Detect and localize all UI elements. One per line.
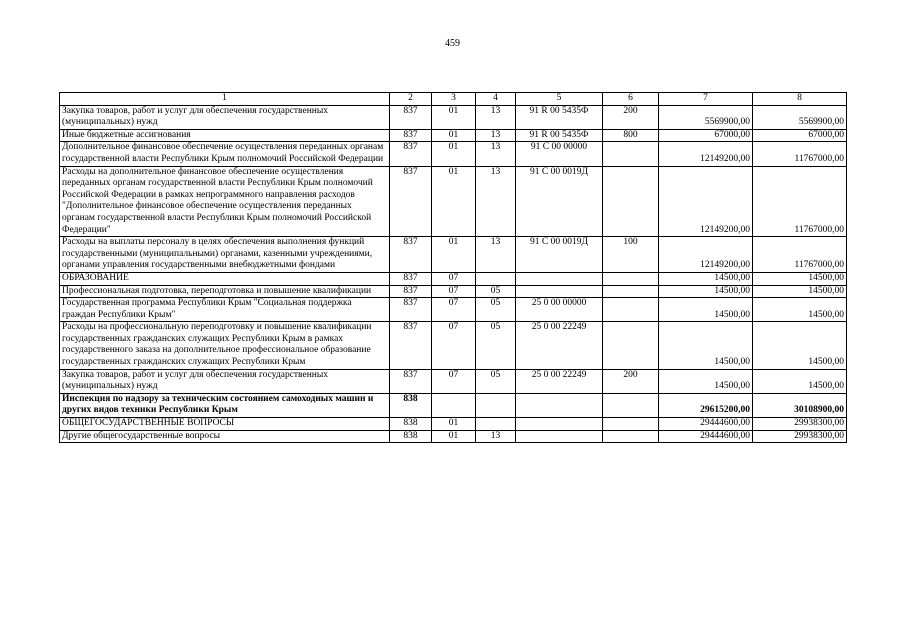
row-target-article [516,272,603,285]
row-expense-type [603,322,659,369]
table-row [60,285,847,298]
row-target-article: 91 R 00 5435Ф [516,105,603,129]
row-target-article [516,430,603,443]
row-name: Инспекция по надзору за техническим состоянием самоходных машин и других видов техники Республики Крым [60,393,390,417]
row-name: Расходы на дополнительное финансовое обеспечение осуществления переданных органам государственной власти Республики Крым полномочий Российской Федерации в рамках непрограммного направления расходов "Дополнительное финансовое обеспечение осуществления переданных органам государственной власти Республики Крым полномочий Российской Федерации" [60,166,390,237]
row-name: Другие общегосударственные вопросы [60,430,390,443]
table-row [60,430,847,443]
row-amount-1: 14500,00 [659,272,753,285]
row-subsection: 13 [476,430,516,443]
row-code-main: 837 [390,166,432,237]
row-section [432,393,476,417]
row-subsection: 13 [476,142,516,166]
row-amount-1: 14500,00 [659,298,753,322]
row-name: Закупка товаров, работ и услуг для обеспечения государственных (муниципальных) нужд [60,105,390,129]
row-subsection: 13 [476,105,516,129]
row-amount-2: 29938300,00 [753,418,847,431]
row-section: 07 [432,285,476,298]
row-code-main: 837 [390,129,432,142]
row-section: 01 [432,166,476,237]
row-section: 07 [432,322,476,369]
row-expense-type [603,430,659,443]
row-target-article [516,418,603,431]
row-section: 01 [432,418,476,431]
row-name: Дополнительное финансовое обеспечение осуществления переданных органам государственной власти Республики Крым полномочий Российской Федерации [60,142,390,166]
table-row [60,142,847,166]
row-subsection: 13 [476,166,516,237]
row-subsection: 13 [476,237,516,273]
row-expense-type [603,142,659,166]
header-cell: 7 [659,93,753,106]
row-code-main: 838 [390,393,432,417]
row-amount-1: 67000,00 [659,129,753,142]
row-expense-type: 800 [603,129,659,142]
row-section: 01 [432,129,476,142]
table-row [60,237,847,273]
row-expense-type: 200 [603,105,659,129]
row-amount-1: 5569900,00 [659,105,753,129]
row-subsection [476,418,516,431]
row-amount-2: 14500,00 [753,285,847,298]
row-target-article: 25 0 00 22249 [516,322,603,369]
header-cell: 6 [603,93,659,106]
row-amount-1: 14500,00 [659,322,753,369]
row-expense-type [603,166,659,237]
row-amount-2: 67000,00 [753,129,847,142]
row-code-main: 837 [390,369,432,393]
row-expense-type [603,272,659,285]
header-cell: 8 [753,93,847,106]
row-code-main: 837 [390,285,432,298]
row-amount-1: 12149200,00 [659,142,753,166]
row-amount-1: 12149200,00 [659,237,753,273]
row-code-main: 837 [390,272,432,285]
row-target-article: 91 С 00 00000 [516,142,603,166]
row-amount-2: 5569900,00 [753,105,847,129]
row-name: Закупка товаров, работ и услуг для обеспечения государственных (муниципальных) нужд [60,369,390,393]
table-row [60,272,847,285]
row-amount-2: 14500,00 [753,369,847,393]
row-target-article [516,285,603,298]
row-amount-2: 14500,00 [753,298,847,322]
row-name: Государственная программа Республики Крым "Социальная поддержка граждан Республики Крым" [60,298,390,322]
table-row [60,418,847,431]
row-expense-type [603,298,659,322]
row-subsection: 05 [476,285,516,298]
row-target-article: 91 R 00 5435Ф [516,129,603,142]
row-code-main: 838 [390,418,432,431]
row-name: Иные бюджетные ассигнования [60,129,390,142]
row-section: 01 [432,237,476,273]
row-expense-type: 100 [603,237,659,273]
row-expense-type [603,393,659,417]
row-section: 01 [432,430,476,443]
row-amount-1: 29444600,00 [659,430,753,443]
row-section: 01 [432,142,476,166]
row-name: Профессиональная подготовка, переподготовка и повышение квалификации [60,285,390,298]
row-expense-type [603,285,659,298]
row-amount-2: 11767000,00 [753,142,847,166]
row-target-article: 25 0 00 00000 [516,298,603,322]
row-amount-2: 11767000,00 [753,166,847,237]
row-amount-1: 29444600,00 [659,418,753,431]
row-amount-1: 14500,00 [659,285,753,298]
row-expense-type: 200 [603,369,659,393]
header-cell: 5 [516,93,603,106]
row-subsection: 05 [476,298,516,322]
row-target-article: 91 С 00 0019Д [516,166,603,237]
row-amount-2: 14500,00 [753,272,847,285]
table-row [60,322,847,369]
row-amount-2: 14500,00 [753,322,847,369]
row-code-main: 837 [390,237,432,273]
row-amount-1: 12149200,00 [659,166,753,237]
row-expense-type [603,418,659,431]
header-cell: 2 [390,93,432,106]
row-subsection: 13 [476,129,516,142]
header-cell: 1 [60,93,390,106]
row-target-article [516,393,603,417]
table-row [60,166,847,237]
budget-table [59,92,847,443]
row-subsection [476,272,516,285]
row-name: ОБЩЕГОСУДАРСТВЕННЫЕ ВОПРОСЫ [60,418,390,431]
row-subsection [476,393,516,417]
page-number: 459 [445,38,460,49]
row-section: 01 [432,105,476,129]
table-row [60,393,847,417]
row-code-main: 837 [390,142,432,166]
row-amount-2: 30108900,00 [753,393,847,417]
row-target-article: 25 0 00 22249 [516,369,603,393]
table-row [60,298,847,322]
table-row [60,129,847,142]
row-amount-1: 29615200,00 [659,393,753,417]
row-subsection: 05 [476,322,516,369]
row-section: 07 [432,272,476,285]
row-section: 07 [432,369,476,393]
row-name: ОБРАЗОВАНИЕ [60,272,390,285]
row-subsection: 05 [476,369,516,393]
row-code-main: 837 [390,322,432,369]
row-amount-2: 29938300,00 [753,430,847,443]
table-row [60,369,847,393]
row-code-main: 838 [390,430,432,443]
row-name: Расходы на выплаты персоналу в целях обеспечения выполнения функций государственными (муниципальными) органами, казенными учреждениями, органами управления государственными внебюджетными фондами [60,237,390,273]
table-row [60,105,847,129]
row-code-main: 837 [390,298,432,322]
header-cell: 4 [476,93,516,106]
row-code-main: 837 [390,105,432,129]
header-row [60,93,847,106]
row-target-article: 91 С 00 0019Д [516,237,603,273]
row-section: 07 [432,298,476,322]
row-amount-1: 14500,00 [659,369,753,393]
row-amount-2: 11767000,00 [753,237,847,273]
header-cell: 3 [432,93,476,106]
row-name: Расходы на профессиональную переподготовку и повышение квалификации государственных гражданских служащих Республики Крым в рамках государственного заказа на дополнительное профессиональное образование государственных гражданских служащих Республики Крым [60,322,390,369]
